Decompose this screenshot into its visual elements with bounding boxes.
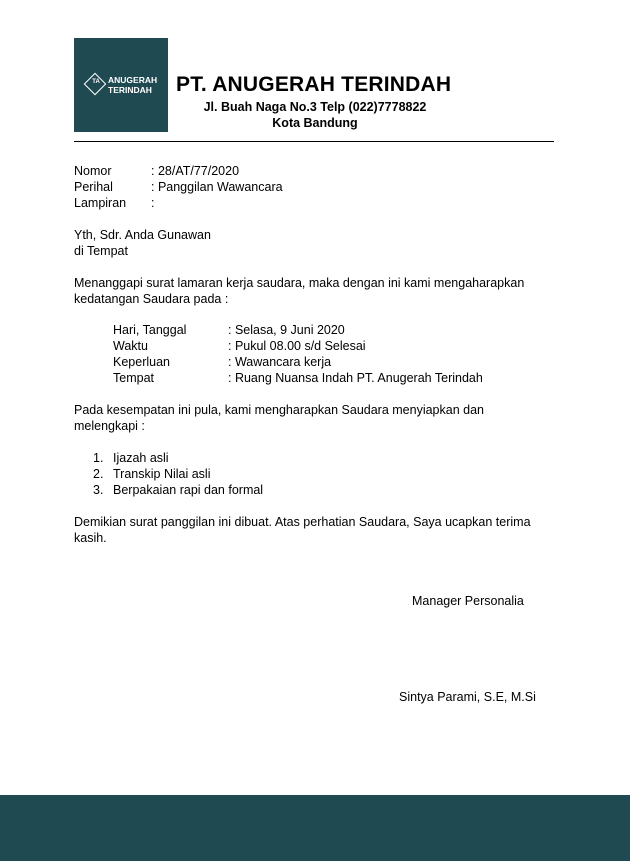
schedule-value-place: : Ruang Nuansa Indah PT. Anugerah Terindah <box>228 371 483 385</box>
signature-name: Sintya Parami, S.E, M.Si <box>399 690 536 704</box>
schedule-label-time: Waktu <box>113 339 148 353</box>
schedule-value-date: : Selasa, 9 Juni 2020 <box>228 323 345 337</box>
closing-line-2: kasih. <box>74 531 107 545</box>
requirement-item: Berpakaian rapi dan formal <box>113 483 264 497</box>
schedule-value-purpose: : Wawancara kerja <box>228 355 332 369</box>
requirement-number: 3. <box>93 483 104 497</box>
meta-label-lampiran: Lampiran <box>74 196 127 210</box>
schedule-label-date: Hari, Tanggal <box>113 323 187 337</box>
schedule-label-purpose: Keperluan <box>113 355 170 369</box>
signature-title: Manager Personalia <box>412 594 524 608</box>
schedule-value-time: : Pukul 08.00 s/d Selesai <box>228 339 366 353</box>
intro-line-1: Menanggapi surat lamaran kerja saudara, maka dengan ini kami mengaharapkan <box>74 276 525 290</box>
request-line-2: melengkapi : <box>74 419 145 433</box>
meta-value-perihal: : Panggilan Wawancara <box>151 180 283 194</box>
company-name: PT. ANUGERAH TERINDAH <box>176 73 452 96</box>
meta-label-nomor: Nomor <box>74 164 112 178</box>
request-line-1: Pada kesempatan ini pula, kami mengharapkan Saudara menyiapkan dan <box>74 403 484 417</box>
header-divider <box>74 141 554 142</box>
intro-line-2: kedatangan Saudara pada : <box>74 292 229 306</box>
schedule-label-place: Tempat <box>113 371 154 385</box>
requirement-item: Transkip Nilai asli <box>113 467 211 481</box>
footer-bar <box>0 795 630 861</box>
requirement-number: 1. <box>93 451 104 465</box>
company-city: Kota Bandung <box>272 116 358 130</box>
company-address: Jl. Buah Naga No.3 Telp (022)7778822 <box>203 100 427 114</box>
logo-line-1: ANUGERAH <box>108 75 158 85</box>
meta-label-perihal: Perihal <box>74 180 113 194</box>
requirement-number: 2. <box>93 467 104 481</box>
requirement-item: Ijazah asli <box>113 451 169 465</box>
logo-line-2: TERINDAH <box>108 84 152 95</box>
meta-value-nomor: : 28/AT/77/2020 <box>151 164 240 178</box>
logo-monogram: TA <box>92 79 100 85</box>
company-logo <box>74 38 168 132</box>
closing-line-1: Demikian surat panggilan ini dibuat. Atas perhatian Saudara, Saya ucapkan terima <box>74 515 531 529</box>
meta-value-lampiran: : <box>151 196 155 210</box>
logo-wordmark <box>108 76 157 95</box>
recipient-name: Yth, Sdr. Anda Gunawan <box>74 228 211 242</box>
recipient-place: di Tempat <box>74 244 128 258</box>
